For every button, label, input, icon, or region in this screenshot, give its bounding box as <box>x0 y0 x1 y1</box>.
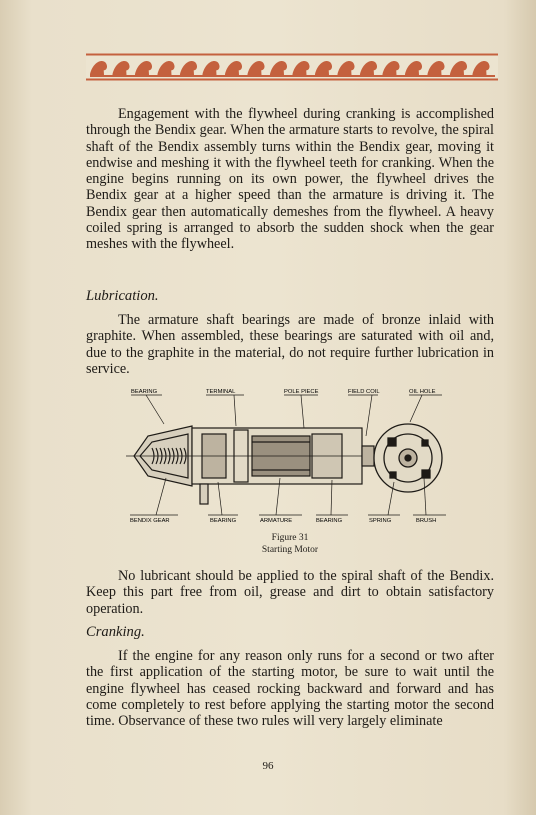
paragraph-cranking: If the engine for any reason only runs for a second or two after the first application of the starting motor, be sure to wait until the engine flywheel has ceased rocking backward and forward and has come completely to rest before applying the starting motor the second time. Observance of these two rules will very largely eliminate <box>86 648 494 730</box>
label-bearing-top: BEARING <box>131 389 158 395</box>
label-pole-piece: POLE PIECE <box>284 389 319 395</box>
paragraph-bendix: Engagement with the flywheel during cranking is accomplished through the Bendix gear. When the armature starts to revolve, the spiral shaft of the Bendix assembly turns within the Bendix gear, moving it endwise and meshing it with the flywheel teeth for cranking. When the engine begins running on its own power, the flywheel drives the Bendix gear at a higher speed than the armature is driving it. The Bendix gear then automatically demeshes from the flywheel. A heavy coiled spring is arranged to absorb the sudden shock when the gear meshes with the flywheel. <box>86 106 494 253</box>
label-bearing-2: BEARING <box>316 518 343 524</box>
figure-number: Figure 31 <box>271 533 309 543</box>
label-brush: BRUSH <box>416 518 437 524</box>
label-spring: SPRING <box>369 518 392 524</box>
paragraph-no-lubricant: No lubricant should be applied to the spiral shaft of the Bendix. Keep this part free from oil, grease and dirt to obtain satisfactory operation. <box>86 568 494 617</box>
label-terminal: TERMINAL <box>206 389 236 395</box>
starting-motor-diagram <box>126 386 456 528</box>
label-bendix-gear: BENDIX GEAR <box>130 518 170 524</box>
heading-lubrication: Lubrication. <box>86 288 159 304</box>
page-number: 96 <box>262 760 274 772</box>
body-text-top <box>86 106 494 253</box>
label-armature: ARMATURE <box>260 518 293 524</box>
body-text-cranking <box>86 648 494 729</box>
label-oil-hole: OIL HOLE <box>409 389 436 395</box>
wave-ornament-border <box>86 53 498 81</box>
body-text-lubrication <box>86 312 494 377</box>
label-bearing-1: BEARING <box>210 518 237 524</box>
paragraph-bearings: The armature shaft bearings are made of bronze inlaid with graphite. When assembled, these bearings are saturated with oil and, due to the graphite in the material, do not require further lubrication in service. <box>86 312 494 377</box>
label-field-coil: FIELD COIL <box>348 389 380 395</box>
figure-title: Starting Motor <box>261 545 319 555</box>
body-text-bendix-care <box>86 568 494 617</box>
heading-cranking: Cranking. <box>86 624 145 640</box>
